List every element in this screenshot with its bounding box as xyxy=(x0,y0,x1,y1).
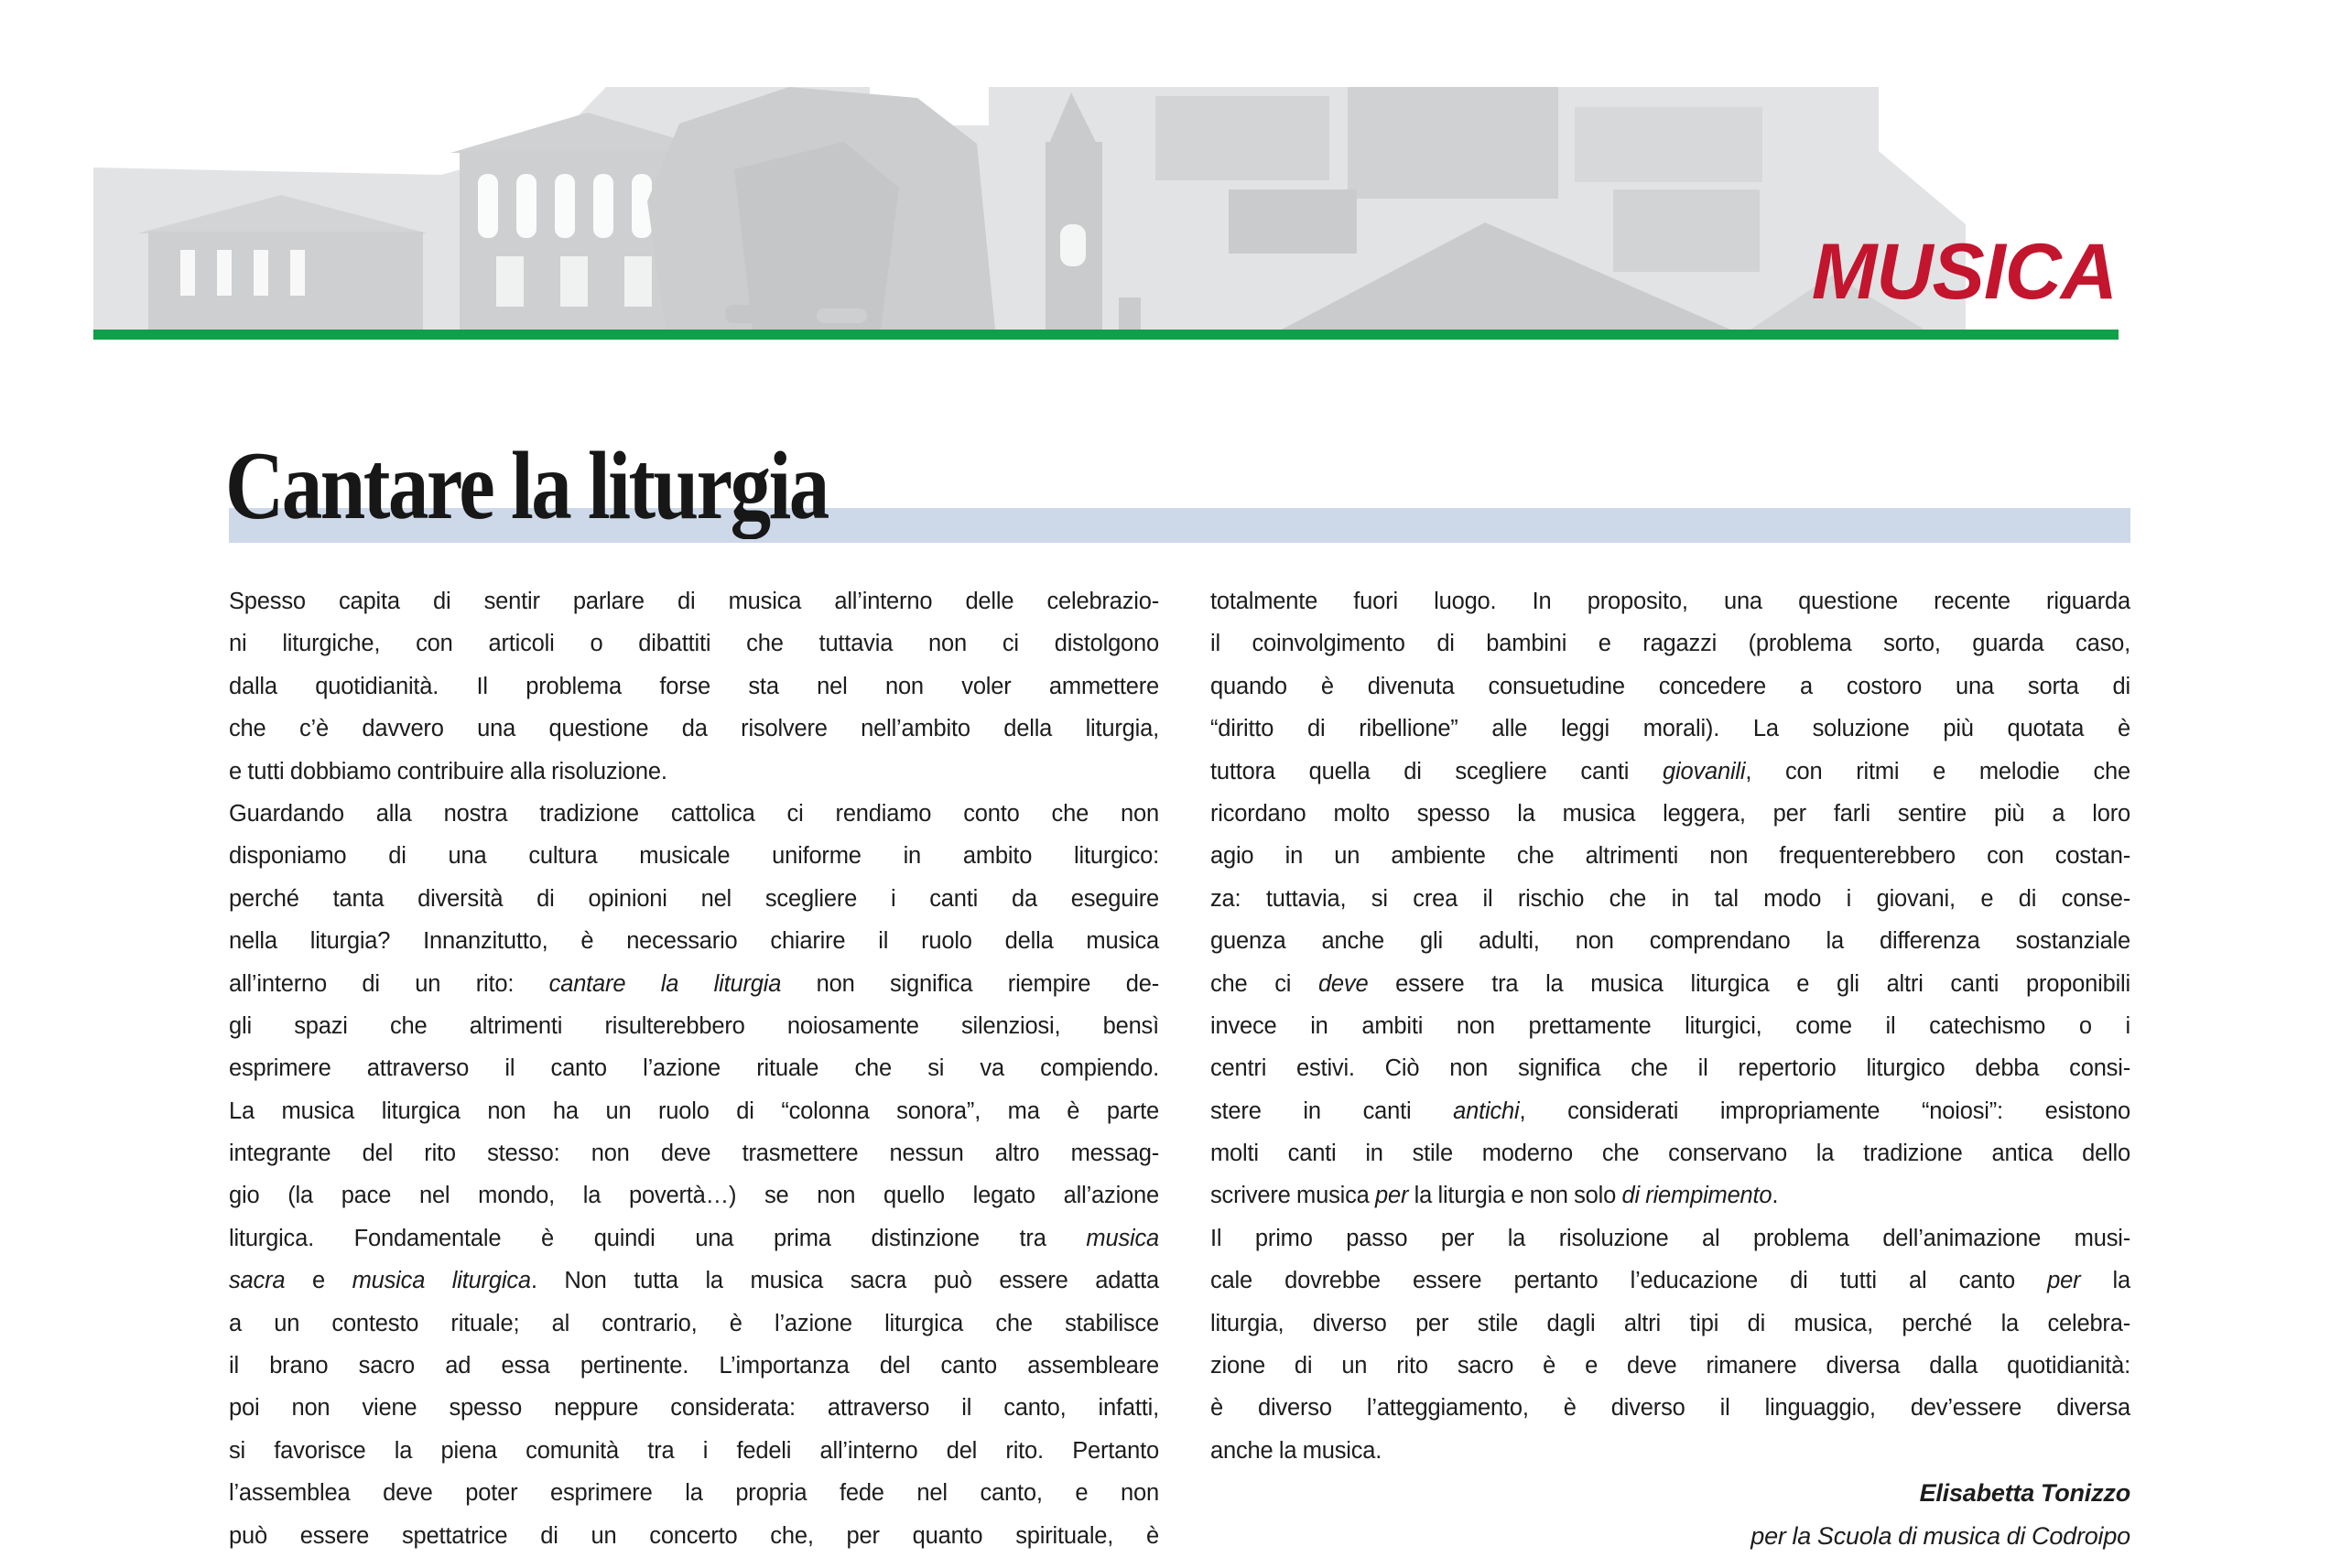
text-line: zione di un rito sacro è e deve rimanere diversa dalla quotidianità: xyxy=(1210,1353,2130,1379)
text-line: gio (la pace nel mondo, la povertà…) se non quello legato all’azione xyxy=(229,1183,1159,1209)
text-line: Guardando alla nostra tradizione cattolica ci rendiamo conto che non xyxy=(229,800,1159,827)
section-label: MUSICA xyxy=(1811,228,2117,316)
text-line: perché tanta diversità di opinioni nel scegliere i canti da eseguire xyxy=(229,885,1159,912)
text-line: può essere spettatrice di un concerto che, per quanto spirituale, è xyxy=(229,1522,1159,1549)
text-line: che ci deve essere tra la musica liturgica e gli altri canti proponibili xyxy=(1210,970,2130,997)
header-town-image xyxy=(93,87,1966,330)
page-title: Cantare la liturgia xyxy=(225,432,828,539)
text-line: invece in ambiti non prettamente liturgici, come il catechismo o i xyxy=(1210,1012,2130,1039)
text-line: che c’è davvero una questione da risolvere nell’ambito della liturgia, xyxy=(229,716,1159,742)
text-line: tuttora quella di scegliere canti giovanili, con ritmi e melodie che xyxy=(1210,758,2130,784)
text-line: La musica liturgica non ha un ruolo di “colonna sonora”, ma è parte xyxy=(229,1098,1159,1124)
text-line: gli spazi che altrimenti risulterebbero noiosamente silenziosi, bensì xyxy=(229,1012,1159,1039)
text-line: sacra e musica liturgica. Non tutta la musica sacra può essere adatta xyxy=(229,1268,1159,1294)
text-line: a un contesto rituale; al contrario, è l’azione liturgica che stabilisce xyxy=(229,1310,1159,1336)
text-line: si favorisce la piena comunità tra i fedeli all’interno del rito. Pertanto xyxy=(229,1437,1159,1464)
right-column-lines xyxy=(1210,580,2130,1472)
text-line: disponiamo di una cultura musicale uniforme in ambito liturgico: xyxy=(229,843,1159,870)
text-line: stere in canti antichi, considerati impropriamente “noiosi”: esistono xyxy=(1210,1098,2130,1124)
text-line: l’assemblea deve poter esprimere la propria fede nel canto, e non xyxy=(229,1480,1159,1507)
text-line: e tutti dobbiamo contribuire alla risoluzione. xyxy=(229,758,667,784)
article-column-right xyxy=(1210,580,2130,1557)
article-column-left xyxy=(229,580,1159,1557)
text-line: molti canti in stile moderno che conservano la tradizione antica dello xyxy=(1210,1141,2130,1167)
text-line: poi non viene spesso neppure considerata: attraverso il canto, infatti, xyxy=(229,1395,1159,1422)
text-line: integrante del rito stesso: non deve trasmettere nessun altro messag- xyxy=(229,1141,1159,1167)
text-line: scrivere musica per la liturgia e non solo di riempimento. xyxy=(1210,1183,1779,1209)
text-line: liturgica. Fondamentale è quindi una prima distinzione tra musica xyxy=(229,1225,1159,1251)
text-line: za: tuttavia, si crea il rischio che in tal modo i giovani, e di conse- xyxy=(1210,885,2130,912)
text-line: dalla quotidianità. Il problema forse sta nel non voler ammettere xyxy=(229,673,1159,699)
signature-affiliation: per la Scuola di musica di Codroipo xyxy=(1750,1521,2130,1550)
text-line: anche la musica. xyxy=(1210,1437,1382,1464)
text-line: nella liturgia? Innanzitutto, è necessario chiarire il ruolo della musica xyxy=(229,928,1159,955)
text-line: totalmente fuori luogo. In proposito, una questione recente riguarda xyxy=(1210,589,2130,614)
text-line: il brano sacro ad essa pertinente. L’importanza del canto assembleare xyxy=(229,1353,1159,1379)
text-line: ni liturgiche, con articoli o dibattiti che tuttavia non ci distolgono xyxy=(229,631,1159,657)
text-line: ricordano molto spesso la musica leggera, per farli sentire più a loro xyxy=(1210,800,2130,827)
text-line: Spesso capita di sentir parlare di musica all’interno delle celebrazio- xyxy=(229,589,1159,614)
text-line: “diritto di ribellione” alle leggi morali). La soluzione più quotata è xyxy=(1210,716,2130,742)
text-line: centri estivi. Ciò non significa che il repertorio liturgico debba consi- xyxy=(1210,1055,2130,1082)
text-line: all’interno di un rito: cantare la liturgia non significa riempire de- xyxy=(229,970,1159,997)
text-line: è diverso l’atteggiamento, è diverso il linguaggio, dev’essere diversa xyxy=(1210,1395,2130,1422)
signature-author: Elisabetta Tonizzo xyxy=(1919,1479,2130,1508)
text-line: il coinvolgimento di bambini e ragazzi (problema sorto, guarda caso, xyxy=(1210,631,2130,657)
text-line: quando è divenuta consuetudine concedere a costoro una sorta di xyxy=(1210,673,2130,699)
green-rule xyxy=(93,330,2119,340)
text-line: liturgia, diverso per stile dagli altri tipi di musica, perché la celebra- xyxy=(1210,1310,2130,1336)
text-line: Il primo passo per la risoluzione al problema dell’animazione musi- xyxy=(1210,1225,2130,1251)
text-line: guenza anche gli adulti, non comprendano la differenza sostanziale xyxy=(1210,928,2130,955)
text-line: agio in un ambiente che altrimenti non frequenterebbero con costan- xyxy=(1210,843,2130,870)
text-line: esprimere attraverso il canto l’azione rituale che si va compiendo. xyxy=(229,1055,1159,1082)
text-line: cale dovrebbe essere pertanto l’educazione di tutti al canto per la xyxy=(1210,1268,2130,1294)
